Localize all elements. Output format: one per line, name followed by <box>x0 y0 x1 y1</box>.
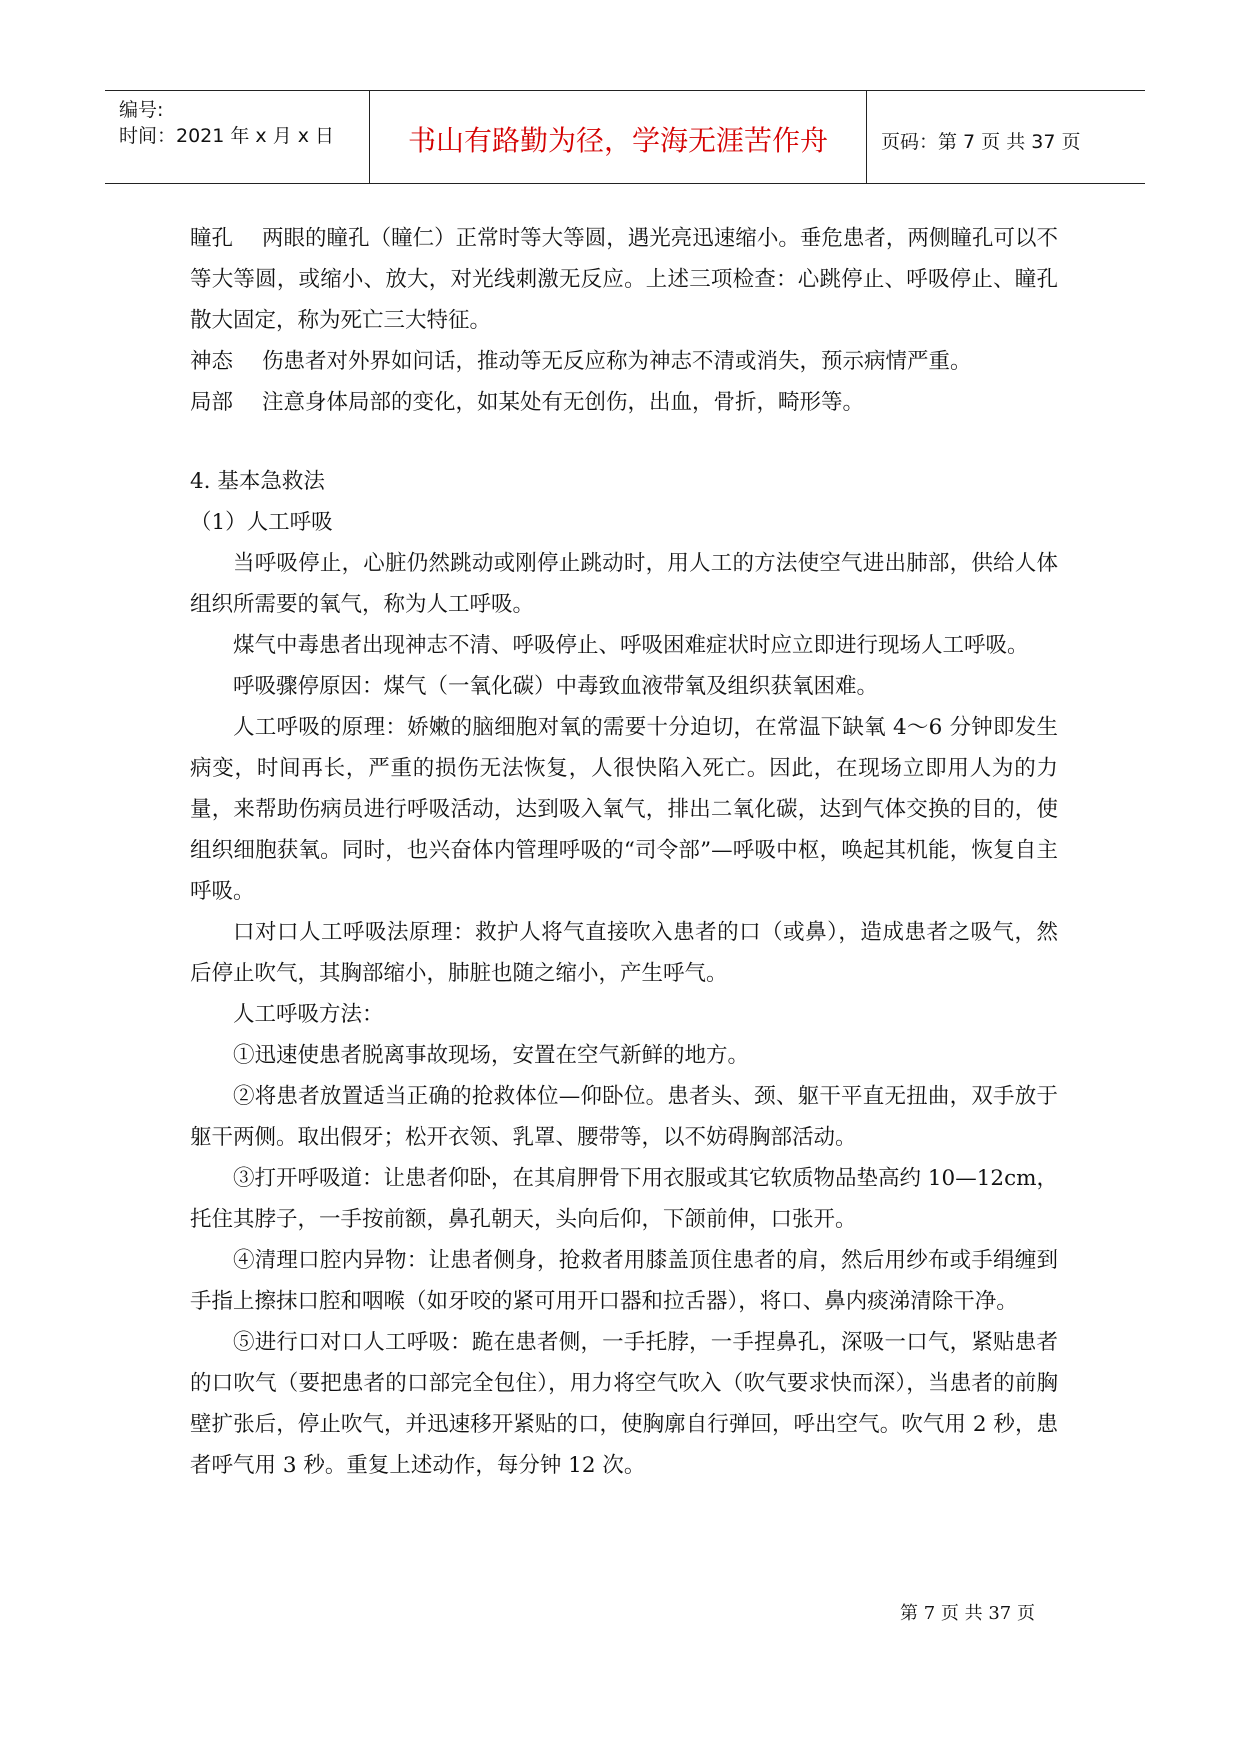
document-body <box>190 218 1058 1486</box>
body-paragraph: 口对口人工呼吸法原理：救护人将气直接吹入患者的口（或鼻），造成患者之吸气，然后停止吹气，其胸部缩小，肺脏也随之缩小，产生呼气。 <box>190 920 1058 986</box>
page-footer: 第 7 页 共 37 页 <box>900 1603 1035 1624</box>
section-heading: 4. 基本急救法 <box>190 469 325 494</box>
term-label: 局部 <box>190 390 234 415</box>
header-page-cell <box>867 91 1145 183</box>
document-number-label: 编号: <box>119 99 164 121</box>
term-text: 两眼的瞳孔（瞳仁）正常时等大等圆，遇光亮迅速缩小。垂危患者，两侧瞳孔可以不等大等圆，或缩小、放大，对光线刺激无反应。上述三项检查：心跳停止、呼吸停止、瞳孔散大固定，称为死亡三大特征。 <box>190 226 1058 333</box>
term-label: 神态 <box>190 349 234 374</box>
body-paragraph: 煤气中毒患者出现神志不清、呼吸停止、呼吸困难症状时应立即进行现场人工呼吸。 <box>233 633 1029 658</box>
list-item: ③打开呼吸道：让患者仰卧，在其肩胛骨下用衣服或其它软质物品垫高约 10—12cm，托住其脖子，一手按前额，鼻孔朝天，头向后仰，下颌前伸，口张开。 <box>190 1166 1058 1232</box>
term-paragraph-local <box>190 382 1058 423</box>
term-paragraph-consciousness <box>190 341 1058 382</box>
term-paragraph-pupil <box>190 218 1058 341</box>
header-page-info: 页码：第 7 页 共 37 页 <box>881 131 1081 153</box>
subsection-heading: （1）人工呼吸 <box>190 510 333 535</box>
list-item: ②将患者放置适当正确的抢救体位—仰卧位。患者头、颈、躯干平直无扭曲，双手放于躯干两侧。取出假牙；松开衣领、乳罩、腰带等，以不妨碍胸部活动。 <box>190 1084 1058 1150</box>
document-time-label: 时间：2021 年 x 月 x 日 <box>119 125 335 147</box>
body-paragraph: 当呼吸停止，心脏仍然跳动或刚停止跳动时，用人工的方法使空气进出肺部，供给人体组织所需要的氧气，称为人工呼吸。 <box>190 551 1058 617</box>
document-header <box>105 90 1145 184</box>
body-paragraph: 人工呼吸方法： <box>233 1002 384 1027</box>
list-item: ④清理口腔内异物：让患者侧身，抢救者用膝盖顶住患者的肩，然后用纱布或手绢缠到手指上擦抹口腔和咽喉（如牙咬的紧可用开口器和拉舌器），将口、鼻内痰涕清除干净。 <box>190 1248 1058 1314</box>
section-spacer <box>190 423 1058 461</box>
term-label: 瞳孔 <box>190 226 234 251</box>
term-text: 伤患者对外界如问话，推动等无反应称为神志不清或消失，预示病情严重。 <box>262 349 972 374</box>
body-paragraph: 人工呼吸的原理：娇嫩的脑细胞对氧的需要十分迫切，在常温下缺氧 4～6 分钟即发生病变，时间再长，严重的损伤无法恢复，人很快陷入死亡。因此，在现场立即用人为的力量，来帮助伤病员进行呼吸活动，达到吸入氧气，排出二氧化碳，达到气体交换的目的，使组织细胞获氧。同时，也兴奋体内管理呼吸的“司令部”—呼吸中枢，唤起其机能，恢复自主呼吸。 <box>190 715 1058 904</box>
body-paragraph: 呼吸骤停原因：煤气（一氧化碳）中毒致血液带氧及组织获氧困难。 <box>233 674 879 699</box>
header-meta-cell <box>105 91 369 183</box>
term-text: 注意身体局部的变化，如某处有无创伤，出血，骨折，畸形等。 <box>262 390 865 415</box>
list-item: ⑤进行口对口人工呼吸：跪在患者侧，一手托脖，一手捏鼻孔，深吸一口气，紧贴患者的口吹气（要把患者的口部完全包住），用力将空气吹入（吹气要求快而深），当患者的前胸壁扩张后，停止吹气，并迅速移开紧贴的口，使胸廓自行弹回，呼出空气。吹气用 2 秒，患者呼气用 3 秒。重复上述动作，每分钟 12 次。 <box>190 1330 1058 1478</box>
header-motto-cell <box>369 91 867 183</box>
header-motto: 书山有路勤为径，学海无涯苦作舟 <box>407 124 828 157</box>
list-item: ①迅速使患者脱离事故现场，安置在空气新鲜的地方。 <box>233 1043 750 1068</box>
